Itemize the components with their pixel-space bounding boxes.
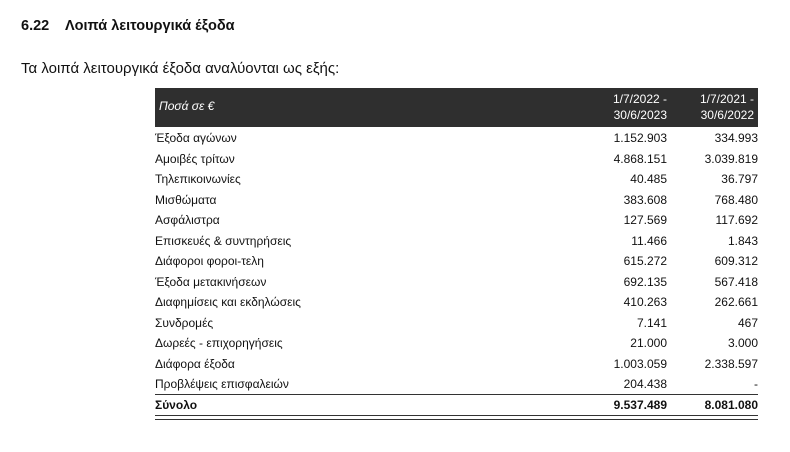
header-period-current-start: 1/7/2022 - bbox=[612, 92, 667, 106]
table-row bbox=[155, 353, 758, 374]
row-value-current: 1.003.059 bbox=[613, 356, 667, 371]
row-label: Αμοιβές τρίτων bbox=[155, 151, 235, 166]
header-period-prior bbox=[674, 91, 754, 123]
row-value-prior: 262.661 bbox=[714, 295, 758, 309]
row-label: Διάφορα έξοδα bbox=[155, 356, 235, 371]
total-current: 9.537.489 bbox=[613, 397, 667, 412]
row-value-current: 7.141 bbox=[636, 315, 667, 330]
row-label: Έξοδα αγώνων bbox=[155, 131, 237, 145]
table-body bbox=[155, 127, 758, 394]
total-label: Σύνολο bbox=[155, 397, 198, 412]
row-value-prior: 3.000 bbox=[727, 336, 758, 350]
header-period-prior-start: 1/7/2021 - bbox=[699, 92, 754, 106]
table-row bbox=[155, 209, 758, 230]
row-value-prior: 36.797 bbox=[721, 172, 758, 186]
table-row bbox=[155, 271, 758, 292]
row-label: Δωρεές - επιχορηγήσεις bbox=[155, 336, 283, 350]
row-value-current: 692.135 bbox=[623, 274, 667, 289]
section-number: 6.22 bbox=[21, 18, 50, 34]
row-value-current: 410.263 bbox=[623, 295, 667, 309]
table-row bbox=[155, 148, 758, 169]
row-label: Συνδρομές bbox=[155, 315, 214, 330]
expenses-table bbox=[155, 88, 758, 420]
row-value-current: 383.608 bbox=[623, 192, 667, 207]
total-prior: 8.081.080 bbox=[704, 397, 758, 412]
row-value-current: 1.152.903 bbox=[613, 131, 667, 145]
header-period-current bbox=[587, 91, 667, 123]
row-value-prior: 609.312 bbox=[714, 254, 758, 268]
row-value-prior: 2.338.597 bbox=[704, 356, 758, 371]
row-value-prior: 334.993 bbox=[714, 131, 758, 145]
table-row bbox=[155, 250, 758, 271]
table-row bbox=[155, 291, 758, 312]
section-title: Λοιπά λειτουργικά έξοδα bbox=[65, 18, 235, 34]
table-row bbox=[155, 127, 758, 148]
row-value-prior: 117.692 bbox=[715, 213, 758, 227]
row-value-current: 615.272 bbox=[623, 254, 667, 268]
row-value-prior: - bbox=[754, 377, 758, 391]
row-label: Έξοδα μετακινήσεων bbox=[155, 274, 267, 289]
row-label: Διαφημίσεις και εκδηλώσεις bbox=[155, 295, 301, 309]
row-value-prior: 768.480 bbox=[714, 192, 758, 207]
table-total-row bbox=[155, 394, 758, 415]
table-row bbox=[155, 189, 758, 210]
row-value-current: 40.485 bbox=[630, 172, 667, 186]
table-header bbox=[155, 88, 758, 127]
table-row bbox=[155, 373, 758, 394]
table-row bbox=[155, 230, 758, 251]
row-value-prior: 3.039.819 bbox=[704, 151, 758, 166]
row-value-prior: 567.418 bbox=[714, 274, 758, 289]
row-value-current: 127.569 bbox=[623, 213, 667, 227]
table-row bbox=[155, 168, 758, 189]
row-label: Τηλεπικοινωνίες bbox=[155, 172, 241, 186]
row-value-current: 204.438 bbox=[623, 377, 667, 391]
table-row bbox=[155, 312, 758, 333]
double-underline bbox=[155, 415, 758, 420]
header-period-current-end: 30/6/2023 bbox=[613, 108, 667, 122]
row-label: Μισθώματα bbox=[155, 192, 217, 207]
row-label: Ασφάλιστρα bbox=[155, 213, 220, 227]
header-period-prior-end: 30/6/2022 bbox=[700, 108, 754, 122]
row-value-prior: 467 bbox=[737, 315, 758, 330]
row-label: Επισκευές & συντηρήσεις bbox=[155, 233, 292, 248]
row-label: Προβλέψεις επισφαλειών bbox=[155, 377, 289, 391]
header-amount-label: Ποσά σε € bbox=[159, 99, 215, 113]
row-value-current: 11.466 bbox=[631, 233, 667, 248]
row-value-current: 21.000 bbox=[630, 336, 667, 350]
row-label: Διάφοροι φοροι-τελη bbox=[155, 254, 264, 268]
intro-text: Τα λοιπά λειτουργικά έξοδα αναλύονται ως εξής: bbox=[21, 60, 340, 77]
section-heading bbox=[21, 18, 235, 34]
table-row bbox=[155, 332, 758, 353]
row-value-current: 4.868.151 bbox=[613, 151, 667, 166]
row-value-prior: 1.843 bbox=[727, 233, 758, 248]
